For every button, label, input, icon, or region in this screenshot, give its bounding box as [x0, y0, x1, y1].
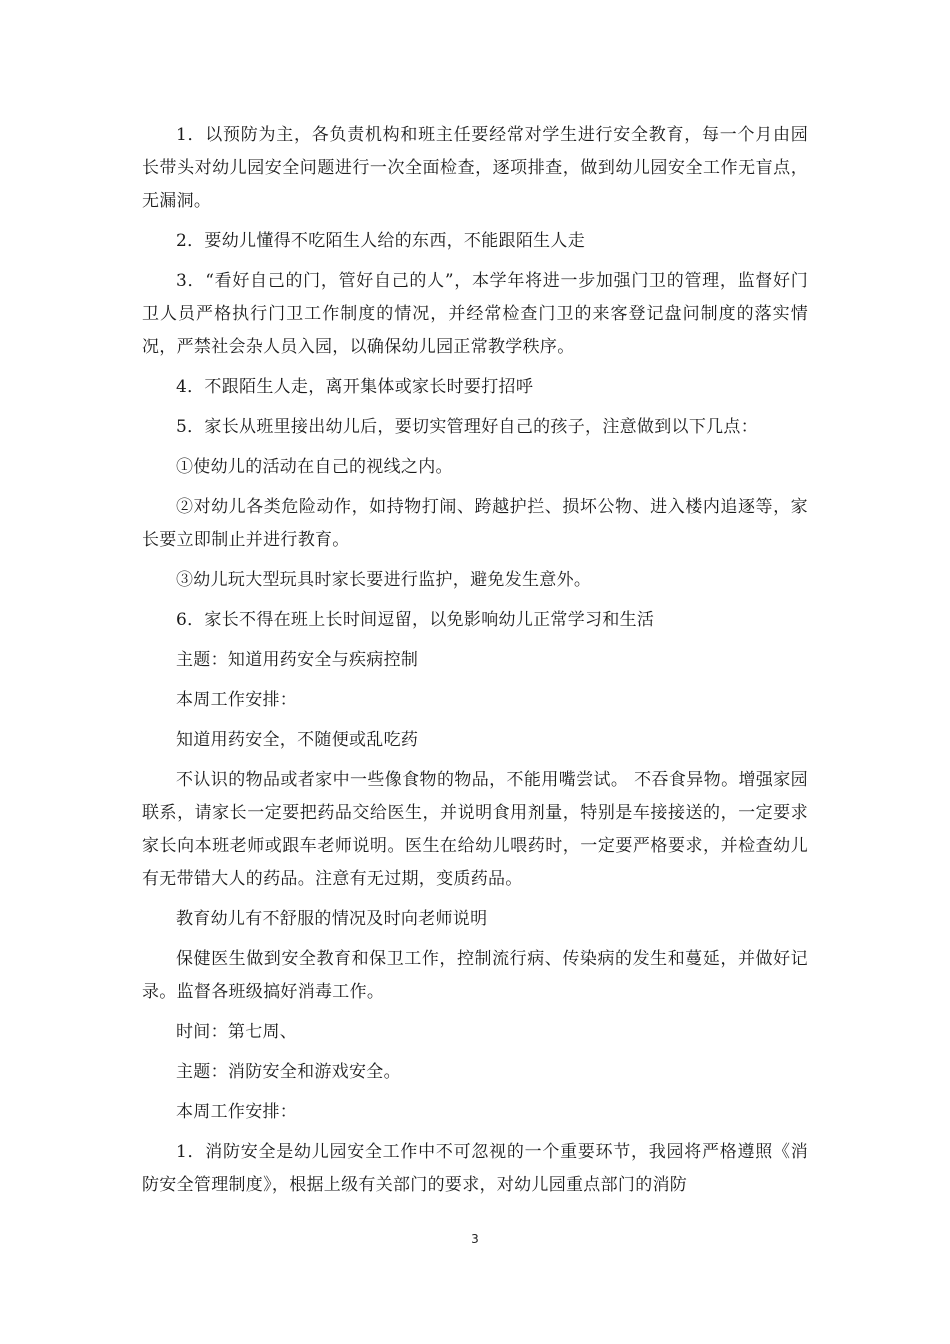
paragraph: ②对幼儿各类危险动作，如持物打闹、跨越护拦、损坏公物、进入楼内追逐等，家长要立即制止并进行教育。 [142, 497, 808, 550]
section-heading: 主题：知道用药安全与疾病控制 [176, 650, 419, 670]
paragraph: 5．家长从班里接出幼儿后，要切实管理好自己的孩子，注意做到以下几点： [176, 417, 759, 437]
paragraph: 1．消防安全是幼儿园安全工作中不可忽视的一个重要环节，我园将严格遵照《消防安全管理制度》，根据上级有关部门的要求，对幼儿园重点部门的消防 [142, 1142, 808, 1195]
paragraph: 4．不跟陌生人走，离开集体或家长时要打招呼 [176, 377, 534, 397]
paragraph: 本周工作安排： [176, 690, 298, 710]
paragraph: 2．要幼儿懂得不吃陌生人给的东西，不能跟陌生人走 [176, 231, 586, 251]
section-heading: 主题：消防安全和游戏安全。 [176, 1062, 401, 1082]
page-number: 3 [471, 1232, 479, 1246]
paragraph: 保健医生做到安全教育和保卫工作，控制流行病、传染病的发生和蔓延，并做好记录。监督各班级搞好消毒工作。 [142, 949, 808, 1002]
paragraph: 时间：第七周、 [176, 1022, 298, 1042]
paragraph: 本周工作安排： [176, 1102, 298, 1122]
paragraph: 不认识的物品或者家中一些像食物的物品，不能用嘴尝试。 不吞食异物。增强家园联系，请家长一定要把药品交给医生，并说明食用剂量，特别是车接接送的，一定要求家长向本班老师或跟车老师说明。医生在给幼儿喂药时，一定要严格要求，并检查幼儿有无带错大人的药品。注意有无过期，变质药品。 [142, 770, 808, 889]
paragraph: ①使幼儿的活动在自己的视线之内。 [176, 457, 453, 477]
paragraph: 知道用药安全，不随便或乱吃药 [176, 730, 419, 750]
paragraph: 3．“看好自己的门，管好自己的人”，本学年将进一步加强门卫的管理，监督好门卫人员严格执行门卫工作制度的情况，并经常检查门卫的来客登记盘问制度的落实情况，严禁社会杂人员入园，以确保幼儿园正常教学秩序。 [142, 271, 808, 357]
paragraph: 1．以预防为主，各负责机构和班主任要经常对学生进行安全教育，每一个月由园长带头对幼儿园安全问题进行一次全面检查，逐项排查，做到幼儿园安全工作无盲点，无漏洞。 [142, 125, 808, 211]
document-body [142, 119, 808, 1209]
paragraph: 教育幼儿有不舒服的情况及时向老师说明 [176, 909, 488, 929]
paragraph: 6．家长不得在班上长时间逗留，以免影响幼儿正常学习和生活 [176, 610, 655, 630]
paragraph: ③幼儿玩大型玩具时家长要进行监护，避免发生意外。 [176, 570, 592, 590]
